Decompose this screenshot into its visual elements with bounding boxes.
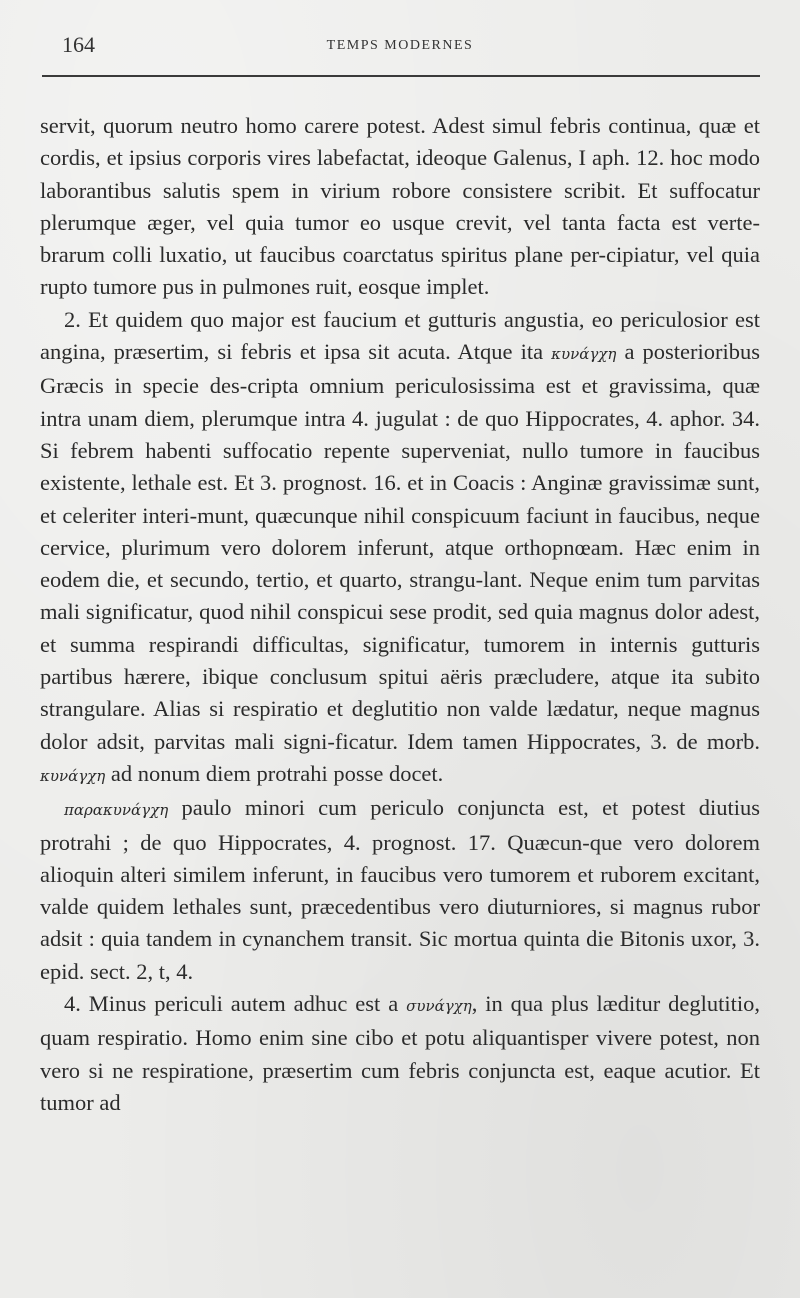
text-run: , in qua plus læditur deglutitio, quam respiratio. Homo enim sine cibo et potu aliquantisper vivere potest, non vero si ne respiratione, præsertim cum febris conjuncta est, eaque acutior. Et tumor ad	[40, 991, 760, 1115]
greek-word: συνάγχη	[406, 997, 472, 1016]
text-run: 4. Minus periculi autem adhuc est a	[64, 991, 407, 1017]
running-title: TEMPS MODERNES	[326, 38, 474, 53]
paragraph	[40, 792, 760, 988]
greek-word: κυνάγχη	[40, 766, 106, 785]
text-run: ad nonum diem protrahi posse docet.	[105, 760, 444, 786]
running-head	[40, 32, 760, 62]
paragraph	[40, 110, 760, 304]
greek-word: κυνάγχη	[551, 345, 617, 364]
body-text	[40, 110, 760, 1119]
text-run: paulo minori cum periculo conjuncta est, et potest diutius protrahi ; de quo Hippocrates, 4. prognost. 17. Quæcun-que vero dolorem alioquin alteri similem inferunt, in faucibus vero tumorem et ruborem excitant, valde quidem lethales sunt, præcedentibus vero diuturniores, si magnus rubor adsit : quia tandem in cynanchem transit. Sic mortua quinta die Bitonis uxor, 3. epid. sect. 2, t, 4.	[40, 795, 760, 984]
greek-word: παρακυνάγχη	[64, 801, 169, 820]
paragraph	[40, 988, 760, 1119]
text-run: 2. Et quidem quo major est faucium et gutturis angustia, eo periculosior est angina, præsertim, si febris et ipsa sit acuta. Atque ita	[40, 306, 760, 365]
paragraph	[40, 304, 760, 792]
header-rule	[42, 75, 760, 77]
text-run: a posterioribus Græcis in specie des-cripta omnium periculosissima est et gravissima, quæ intra unam diem, plerumque intra 4. jugulat : de quo Hippocrates, 4. aphor. 34. Si febrem habenti suffocatio repente superveniat, nullo tumore in faucibus existente, lethale est. Et 3. prognost. 16. et in Coacis : Anginæ gravissimæ sunt, et celeriter interi-munt, quæcunque nihil conspicuum faciunt in faucibus, neque cervice, plurimum vero dolorem inferunt, atque orthopnœam. Hæc enim in eodem die, et secundo, tertio, et quarto, strangu-lant. Neque enim tum parvitas mali significatur, quod nihil conspicui sese prodit, sed quia magnus dolor adest, et summa respirandi difficultas, significatur, tumorem in internis gutturis partibus hærere, ibique conclusum spitui aëris præcludere, atque ita subito strangulare. Alias si respiratio et deglutitio non valde lædatur, neque magnus dolor adsit, parvitas mali signi-ficatur. Idem tamen Hippocrates, 3. de morb.	[40, 339, 760, 754]
text-run: servit, quorum neutro homo carere potest. Adest simul febris continua, quæ et cordis, et ipsius corporis vires labefactat, ideoque Galenus, I aph. 12. hoc modo laborantibus salutis spem in virium robore consistere scribit. Et suffocatur plerumque æger, vel quia tumor eo usque crevit, vel tanta facta est verte-brarum colli luxatio, ut faucibus coarctatus spiritus plane per-cipiatur, vel quia rupto tumore pus in pulmones ruit, eosque implet.	[40, 113, 760, 300]
page-number: 164	[62, 32, 95, 57]
